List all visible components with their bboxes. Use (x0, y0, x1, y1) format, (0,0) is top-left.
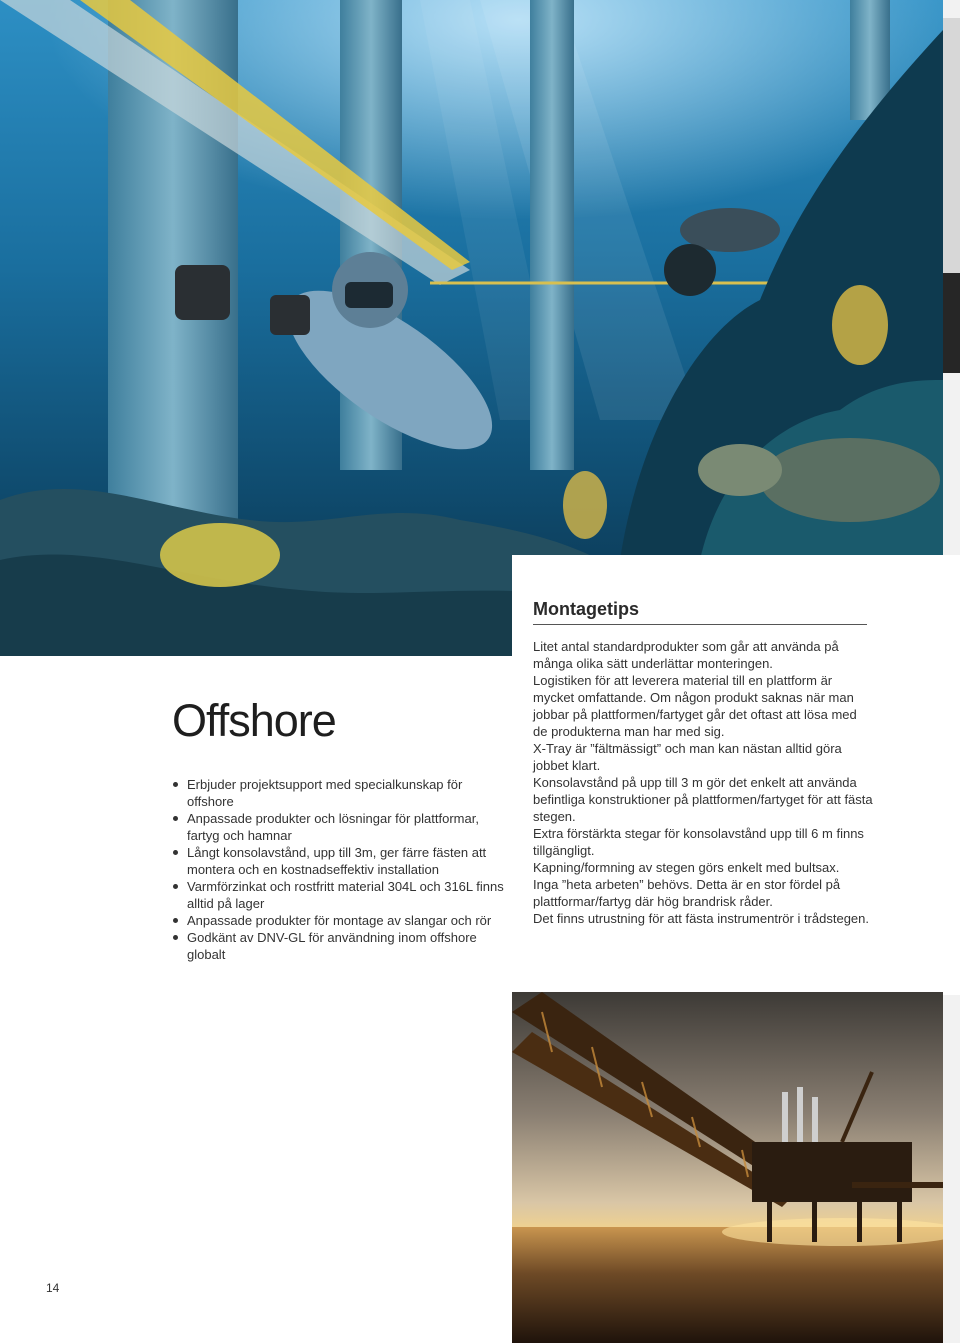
montagetips-paragraph: Inga ”heta arbeten” behövs. Detta är en stor fördel på plattformar/fartyg där hög brandrisk råder. (533, 877, 841, 909)
montagetips-heading: Montagetips (533, 599, 639, 619)
page-number: 14 (46, 1281, 60, 1295)
offshore-oil-platform-photo-icon (512, 992, 943, 1343)
list-item: Godkänt av DNV-GL för användning inom offshore globalt (172, 929, 507, 963)
montagetips-paragraph: Det finns utrustning för att fästa instrumentrör i trådstegen. (533, 911, 869, 926)
list-item: Anpassade produkter för montage av slangar och rör (172, 912, 507, 929)
edge-dark-block (943, 273, 960, 373)
list-item: Erbjuder projektsupport med specialkunskap för offshore (172, 776, 507, 810)
montagetips-paragraph: Konsolavstånd på upp till 3 m gör det enkelt att använda befintliga konstruktioner på plattformen/fartyget för att fästa stegen. (533, 775, 873, 824)
list-item: Anpassade produkter och lösningar för plattformar, fartyg och hamnar (172, 810, 507, 844)
list-item: Långt konsolavstånd, upp till 3m, ger färre fästen att montera och en kostnadseffektiv installation (172, 844, 507, 878)
page-title: Offshore (172, 695, 336, 746)
montagetips-paragraph: Logistiken för att leverera material till en plattform är mycket omfattande. Om någon produkt saknas när man jobbar på plattformen/fartyget går det oftast att lösa med de produkterna man har med sig. (533, 673, 857, 739)
montagetips-paragraph: Litet antal standardprodukter som går att använda på många olika sätt underlättar monteringen. (533, 639, 839, 671)
rig-photo (512, 992, 943, 1343)
offshore-bullet-list (172, 776, 507, 963)
list-item: Varmförzinkat och rostfritt material 304L och 316L finns alltid på lager (172, 878, 507, 912)
montagetips-paragraph: Extra förstärkta stegar för konsolavstånd upp till 6 m finns tillgängligt. (533, 826, 864, 858)
montagetips-divider (533, 624, 867, 625)
montagetips-paragraph: Kapning/formning av stegen görs enkelt med bultsax. (533, 860, 840, 875)
edge-gray-block (943, 18, 960, 273)
montagetips-body (533, 638, 873, 927)
montagetips-paragraph: X-Tray är ”fältmässigt” och man kan nästan alltid göra jobbet klart. (533, 741, 842, 773)
